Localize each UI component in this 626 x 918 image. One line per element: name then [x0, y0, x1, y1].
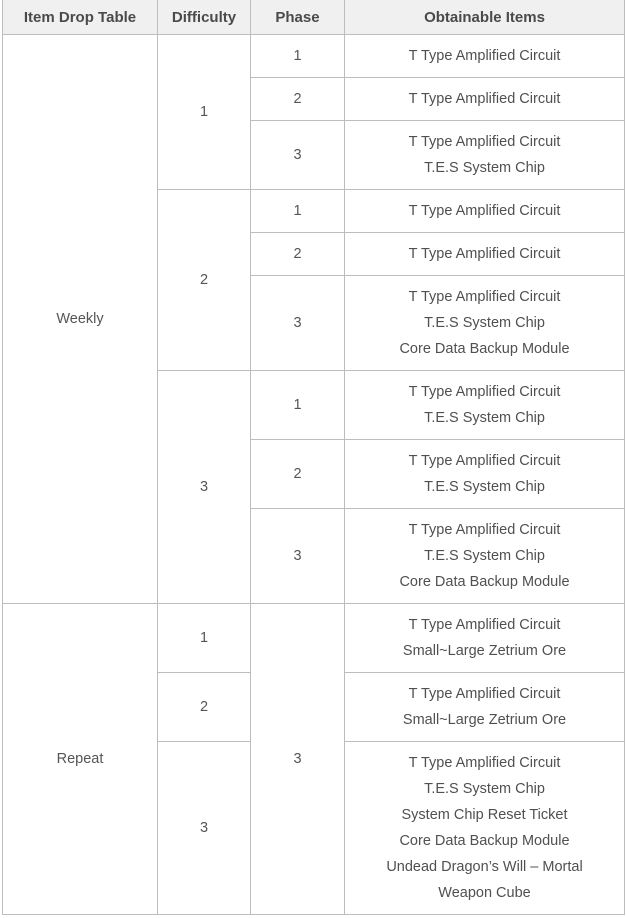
difficulty-cell: 2 — [158, 190, 251, 371]
item-name: Weapon Cube — [438, 885, 531, 901]
difficulty-cell: 2 — [158, 673, 251, 742]
phase-cell: 3 — [251, 276, 345, 371]
group-repeat: Repeat — [3, 604, 158, 915]
table-row — [3, 35, 625, 78]
phase-cell: 3 — [251, 121, 345, 190]
phase-cell: 1 — [251, 371, 345, 440]
phase-cell: 3 — [251, 604, 345, 915]
item-name: T.E.S System Chip — [424, 548, 545, 564]
item-name: Core Data Backup Module — [399, 574, 570, 590]
item-name: T Type Amplified Circuit — [408, 91, 561, 107]
items-cell — [345, 604, 625, 673]
item-name: T Type Amplified Circuit — [408, 134, 561, 150]
item-name: Core Data Backup Module — [399, 341, 570, 357]
difficulty-cell: 3 — [158, 371, 251, 604]
items-cell — [345, 190, 625, 233]
item-name: Small~Large Zetrium Ore — [402, 712, 567, 728]
item-name: T.E.S System Chip — [424, 315, 545, 331]
item-name: T Type Amplified Circuit — [408, 48, 561, 64]
item-name: T Type Amplified Circuit — [408, 686, 561, 702]
phase-cell: 1 — [251, 190, 345, 233]
item-name: Core Data Backup Module — [399, 833, 570, 849]
item-name: T Type Amplified Circuit — [408, 289, 561, 305]
item-name: Undead Dragon’s Will – Mortal — [386, 859, 583, 875]
items-cell — [345, 371, 625, 440]
phase-cell: 2 — [251, 233, 345, 276]
items-cell — [345, 509, 625, 604]
item-drop-table — [2, 0, 625, 915]
item-name: T Type Amplified Circuit — [408, 453, 561, 469]
item-name: T Type Amplified Circuit — [408, 755, 561, 771]
difficulty-cell: 1 — [158, 35, 251, 190]
item-name: System Chip Reset Ticket — [401, 807, 568, 823]
item-name: T.E.S System Chip — [424, 479, 545, 495]
phase-cell: 1 — [251, 35, 345, 78]
items-cell — [345, 121, 625, 190]
item-name: T Type Amplified Circuit — [408, 522, 561, 538]
item-name: Small~Large Zetrium Ore — [402, 643, 567, 659]
item-name: T Type Amplified Circuit — [408, 384, 561, 400]
item-name: T Type Amplified Circuit — [408, 617, 561, 633]
phase-cell: 2 — [251, 440, 345, 509]
items-cell — [345, 440, 625, 509]
header-obtainable-items: Obtainable Items — [345, 0, 625, 35]
item-name: T.E.S System Chip — [424, 160, 545, 176]
item-name: T Type Amplified Circuit — [408, 203, 561, 219]
items-cell — [345, 276, 625, 371]
item-name: T Type Amplified Circuit — [408, 246, 561, 262]
phase-cell: 2 — [251, 78, 345, 121]
difficulty-cell: 1 — [158, 604, 251, 673]
header-phase: Phase — [251, 0, 345, 35]
items-cell — [345, 233, 625, 276]
header-item-drop-table: Item Drop Table — [3, 0, 158, 35]
table-row — [3, 604, 625, 673]
header-difficulty: Difficulty — [158, 0, 251, 35]
item-name: T.E.S System Chip — [424, 781, 545, 797]
group-weekly: Weekly — [3, 35, 158, 604]
items-cell — [345, 673, 625, 742]
difficulty-cell: 3 — [158, 742, 251, 915]
phase-cell: 3 — [251, 509, 345, 604]
items-cell — [345, 35, 625, 78]
item-name: T.E.S System Chip — [424, 410, 545, 426]
header-row — [3, 0, 625, 35]
items-cell — [345, 742, 625, 915]
items-cell — [345, 78, 625, 121]
